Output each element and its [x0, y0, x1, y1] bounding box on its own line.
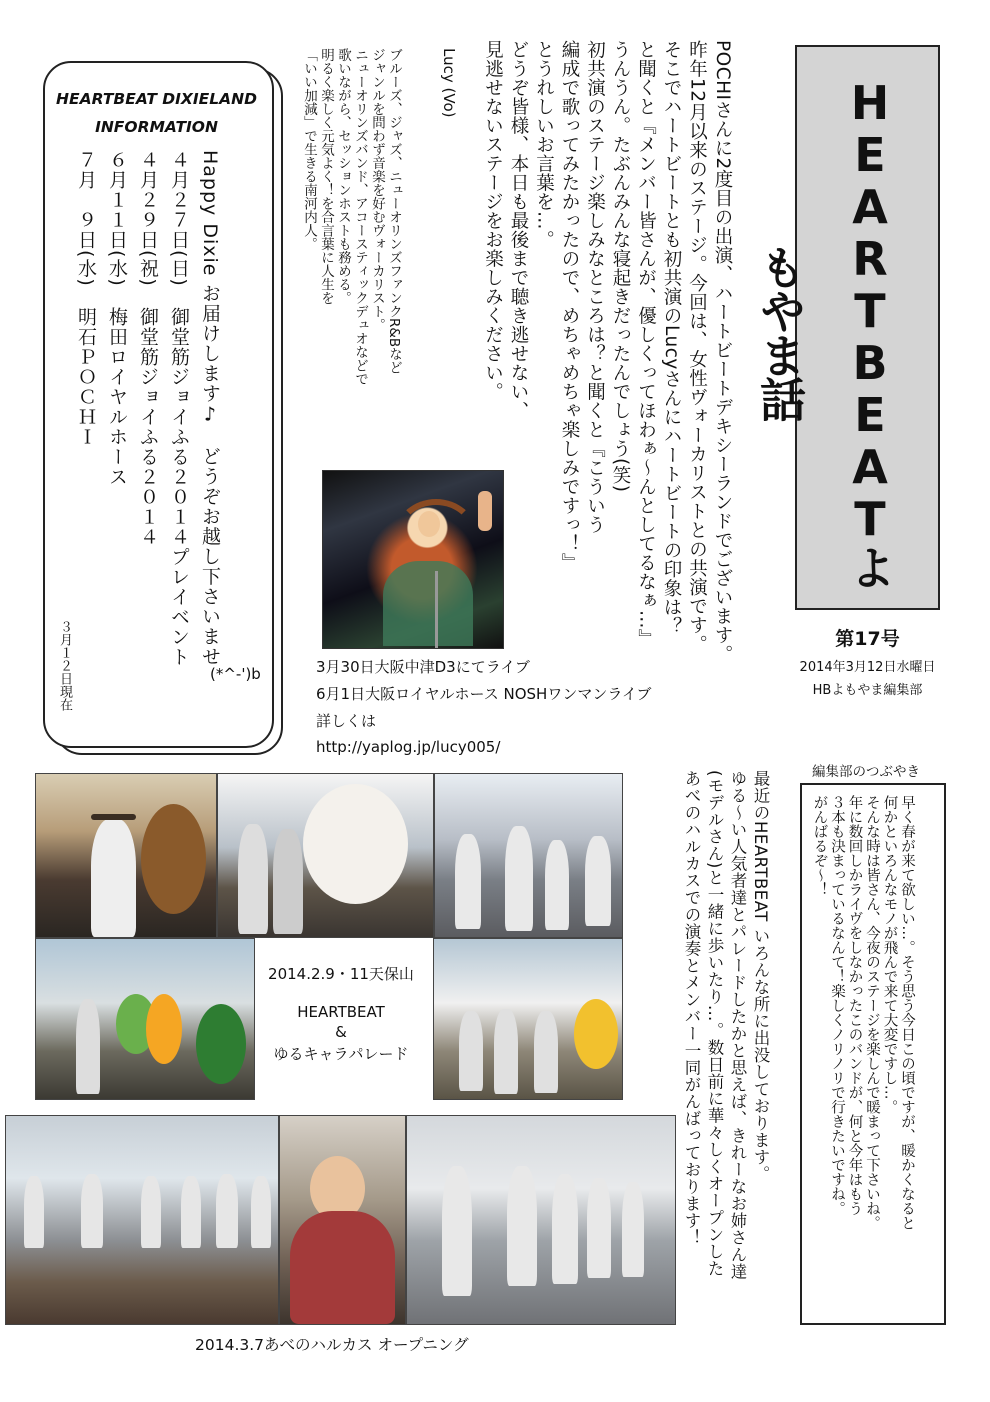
musician — [534, 1011, 558, 1093]
lucy-title: Lucy (Vo) — [440, 48, 458, 118]
musician — [273, 829, 303, 934]
sunflower-mascot — [574, 999, 618, 1069]
info-schedule: Happy Dixie お届けします♪ どうぞお越し下さいませ ４月２７日(日) 御堂筋ジョイふる２０１４プレイベント ４月２９日(祝) 御堂筋ジョイふる２０１４ ６月１１日(水) 梅田ロイヤルホース ７月 ９日(水) 明石ＰＯＣＨＩ — [75, 150, 221, 667]
main-article: POCHIさんに2度目の出演、ハートビートデキシーランドでございます。 昨年12月以来のステージ。今回は、女性ヴォーカリストとの共演です。 そこでハートビートとも初共演のLucyさんにハートビートの印象は？ と聞くと『メンバー皆さんが、優しくってほわぁ～んとしてるなぁ…』 うんうん。たぶんみんな寝起きだったんでしょう(笑) 初共演のステージ楽しみなところは？と聞くと『こういう 編成で歌ってみたかったので、めちゃめちゃ楽しみですっ！』 とうれしいお言葉を…。 どうぞ皆様、本日も最後まで聴き逃せない、 見逃せないステージをお楽しみください。 — [482, 40, 733, 664]
trombone-player — [442, 1166, 472, 1296]
orange-mascot — [146, 994, 182, 1064]
murmur-label: 編集部のつぶやき — [812, 764, 920, 780]
musician — [81, 1174, 103, 1248]
harukas-photo-1 — [5, 1115, 279, 1325]
parade-date: 2014.2.9・11天保山 — [268, 965, 414, 983]
musician — [622, 1182, 644, 1277]
musician — [552, 1174, 578, 1284]
harukas-photo-2 — [279, 1115, 406, 1325]
parade-photo-1 — [35, 773, 217, 938]
musician — [24, 1176, 44, 1248]
musician — [585, 836, 611, 926]
parade-photo-3 — [434, 773, 623, 938]
singer-dress — [383, 561, 473, 646]
musician — [238, 824, 268, 934]
lucy-details: 詳しくは — [316, 712, 377, 730]
lucy-photo — [322, 470, 504, 649]
raised-hand — [478, 491, 492, 531]
musician — [494, 1009, 518, 1094]
musician — [141, 1176, 161, 1248]
lucy-live-2: 6月1日大阪ロイヤルホース NOSHワンマンライブ — [316, 685, 652, 703]
harukas-caption: 2014.3.7あべのハルカス オープニング — [195, 1336, 469, 1354]
parade-ampersand: & — [335, 1023, 347, 1041]
masthead-title: HEARTBEATよもやま話 — [753, 76, 897, 588]
parade-band-name: HEARTBEAT — [297, 1003, 385, 1021]
murmur-text: 早く春が来て欲しい…。そう思う今日この頃ですが、暖かくなると 何かといろんなモノが飛んで来て大変ですし…。 そんな時は皆さん、今夜のステージを楽しんで暖まって下さいね。 年に数回しかライヴをしなかったこのバンドが、何と今年はもう ３本も決まっているなんて！楽しくノリノリで行きたいですね。 がんばるぞ～！ — [811, 795, 915, 1230]
musician — [181, 1176, 201, 1248]
masthead-box — [753, 45, 940, 610]
hat — [91, 814, 136, 820]
musician — [507, 1166, 537, 1286]
plaid-vest — [290, 1211, 395, 1324]
musician — [251, 1176, 271, 1248]
mascot-head — [303, 784, 408, 904]
dino-mascot — [196, 1004, 246, 1084]
parade-event-name: ゆるキャラパレード — [273, 1045, 409, 1063]
parade-photo-5 — [433, 938, 623, 1100]
info-smiley: (*^-')b — [210, 665, 261, 683]
musician — [545, 840, 569, 930]
lucy-profile: ブルーズ、ジャズ、ニューオリンズファンクR&Bなど ジャンルを問わず音楽を好むヴォーカリスト。 ニューオリンズバンド、アコースティックデュオなどで 歌いながら、セッションホストも務める。 明るく楽しく元気よく！を合言葉に人生を 「いい加減」で生きる南河内人。 — [301, 48, 402, 386]
lucy-live-1: 3月30日大阪中津D3にてライブ — [316, 658, 530, 676]
bear-mascot — [141, 804, 206, 914]
parade-photo-2 — [217, 773, 434, 938]
banjo-player — [91, 819, 136, 937]
issue-number: 第17号 — [835, 628, 900, 650]
editorial-dept: HBよもやま編集部 — [812, 683, 923, 698]
parade-article: 最近のHEARTBEAT いろんな所に出没しております。 ゆる～い人気者達とパレードしたかと思えば、きれーなお姉さん達 (モデルさん)と一緒に歩いたり…。数日前に華々しくオープンした あべのハルカスでの演奏とメンバー一同がんばっております！ — [682, 770, 770, 1280]
lucy-url[interactable]: http://yaplog.jp/lucy005/ — [316, 738, 501, 756]
parade-photo-4 — [35, 938, 255, 1100]
musician — [76, 999, 100, 1094]
issue-date: 2014年3月12日水曜日 — [799, 660, 936, 675]
musician — [455, 834, 481, 929]
musician — [587, 1178, 611, 1278]
musician — [216, 1174, 238, 1248]
mic-stand — [435, 571, 438, 648]
musician — [505, 826, 533, 931]
info-heading: HEARTBEAT DIXIELAND — [56, 90, 257, 108]
info-subheading: INFORMATION — [95, 118, 218, 136]
musician — [459, 1011, 483, 1091]
harukas-photo-3 — [406, 1115, 676, 1325]
info-as-of-note: ３月１２日現在 — [57, 620, 72, 711]
